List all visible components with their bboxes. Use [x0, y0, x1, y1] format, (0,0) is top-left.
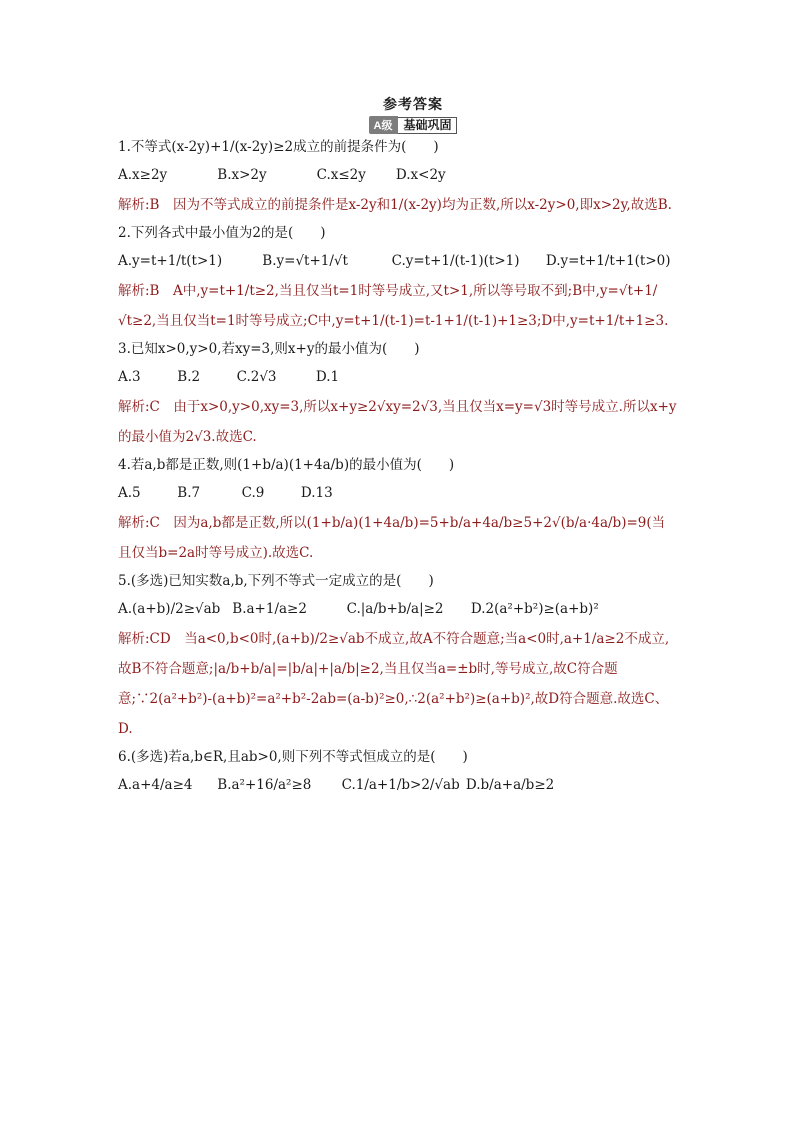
option-c: C.2√3	[236, 369, 277, 385]
option-a: A.3	[118, 369, 141, 385]
answer-page	[118, 96, 678, 796]
question-3-options	[118, 366, 678, 388]
option-d: D.1	[315, 369, 340, 385]
question-5-options	[118, 598, 678, 620]
question-6-options	[118, 774, 678, 796]
option-a: A.(a+b)/2≥√ab	[118, 601, 221, 617]
question-3-answer: 解析:C 由于x>0,y>0,xy=3,所以x+y≥2√xy=2√3,当且仅当x=y=√3时等号成立.所以x+y的最小值为2√3.故选C.	[118, 399, 677, 445]
option-d: D.b/a+a/b≥2	[465, 777, 555, 793]
option-d: D.x<2y	[395, 167, 446, 183]
option-b: B.y=√t+1/√t	[262, 253, 348, 269]
question-1-answer: 解析:B 因为不等式成立的前提条件是x-2y和1/(x-2y)均为正数,所以x-2y>0,即x>2y,故选B.	[118, 197, 672, 213]
option-a: A.5	[118, 485, 141, 501]
question-2-stem: 2.下列各式中最小值为2的是( )	[118, 225, 326, 241]
option-b: B.7	[177, 485, 201, 501]
option-c: C.9	[241, 485, 265, 501]
question-2-options	[118, 250, 678, 272]
question-6-stem: 6.(多选)若a,b∈R,且ab>0,则下列不等式恒成立的是( )	[118, 749, 468, 765]
option-a: A.y=t+1/t(t>1)	[118, 253, 223, 269]
question-4-stem: 4.若a,b都是正数,则(1+b/a)(1+4a/b)的最小值为( )	[118, 457, 455, 473]
option-b: B.2	[177, 369, 201, 385]
badge-text: 基础巩固	[398, 117, 457, 134]
option-d: D.13	[300, 485, 333, 501]
option-d: D.y=t+1/t+1(t>0)	[545, 253, 671, 269]
header	[148, 96, 678, 134]
option-c: C.y=t+1/(t-1)(t>1)	[391, 253, 520, 269]
option-a: A.a+4/a≥4	[118, 777, 193, 793]
question-3-stem: 3.已知x>0,y>0,若xy=3,则x+y的最小值为( )	[118, 341, 420, 357]
question-5-answer: 解析:CD 当a<0,b<0时,(a+b)/2≥√ab不成立,故A不符合题意;当a<0时,a+1/a≥2不成立,故B不符合题意;|a/b+b/a|=|b/a|+|a/b|≥2,当且仅当a=±b时,等号成立,故C符合题意;∵2(a²+b²)-(a+b)²=a²+b²-2ab=(a-b)²≥0,∴2(a²+b²)≥(a+b)²,故D符合题意.故选C、D.	[118, 631, 670, 737]
question-4-answer: 解析:C 因为a,b都是正数,所以(1+b/a)(1+4a/b)=5+b/a+4a/b≥5+2√(b/a·4a/b)=9(当且仅当b=2a时等号成立).故选C.	[118, 515, 666, 561]
option-b: B.a+1/a≥2	[232, 601, 307, 617]
question-4-options	[118, 482, 678, 504]
question-5-stem: 5.(多选)已知实数a,b,下列不等式一定成立的是( )	[118, 573, 434, 589]
question-2-answer: 解析:B A中,y=t+1/t≥2,当且仅当t=1时等号成立,又t>1,所以等号取不到;B中,y=√t+1/√t≥2,当且仅当t=1时等号成立;C中,y=t+1/(t-1)=t-1+1/(t-1)+1≥3;D中,y=t+1/t+1≥3.	[118, 283, 669, 329]
badge-level: A级	[369, 116, 399, 134]
option-c: C.|a/b+b/a|≥2	[346, 601, 444, 617]
option-d: D.2(a²+b²)≥(a+b)²	[470, 601, 599, 617]
level-badge	[369, 116, 458, 134]
option-c: C.1/a+1/b>2/√ab	[341, 777, 460, 793]
page-title: 参考答案	[383, 97, 443, 113]
option-b: B.x>2y	[217, 167, 267, 183]
question-1-options	[118, 164, 678, 186]
question-1-stem: 1.不等式(x-2y)+1/(x-2y)≥2成立的前提条件为( )	[118, 139, 439, 155]
option-b: B.a²+16/a²≥8	[217, 777, 312, 793]
option-a: A.x≥2y	[118, 167, 168, 183]
option-c: C.x≤2y	[316, 167, 366, 183]
